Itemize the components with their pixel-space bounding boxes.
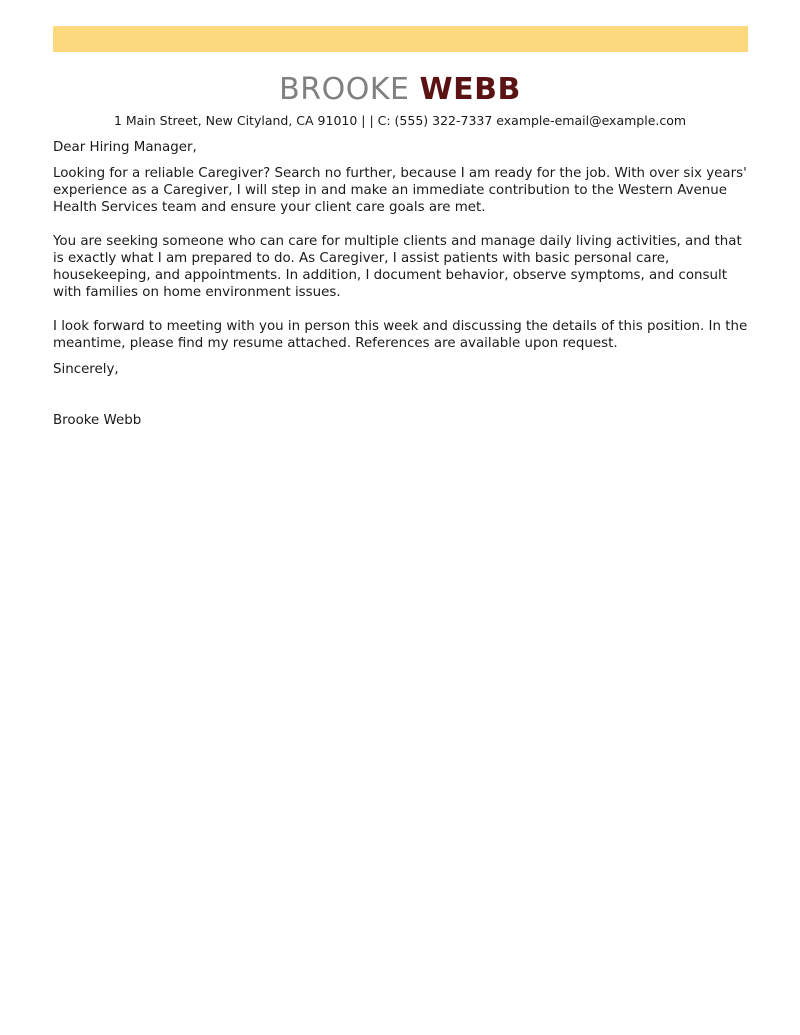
header-accent-bar <box>53 26 748 52</box>
contact-info: 1 Main Street, New Cityland, CA 91010 | | C: (555) 322-7337 example-email@example.com <box>113 113 687 128</box>
paragraph-intro: Looking for a reliable Caregiver? Search no further, because I am ready for the job. With over six years' experience as a Caregiver, I will step in and make an immediate contribution to the Western Avenue Health Services team and ensure your client care goals are met. <box>53 166 747 215</box>
signature: Brooke Webb <box>53 413 142 428</box>
paragraph-closing: I look forward to meeting with you in person this week and discussing the details of this position. In the meantime, please find my resume attached. References are available upon request. <box>53 319 748 351</box>
name-last: WEBB <box>419 72 521 107</box>
closing: Sincerely, <box>53 362 119 377</box>
letter-body <box>53 139 753 429</box>
paragraph-experience: You are seeking someone who can care for multiple clients and manage daily living activities, and that is exactly what I am prepared to do. As Caregiver, I assist patients with basic personal care, housekeeping, and appointments. In addition, I document behavior, observe symptoms, and consult with families on home environment issues. <box>53 234 742 300</box>
salutation: Dear Hiring Manager, <box>53 140 197 155</box>
name-first: BROOKE <box>279 72 410 107</box>
applicant-name <box>0 70 800 110</box>
